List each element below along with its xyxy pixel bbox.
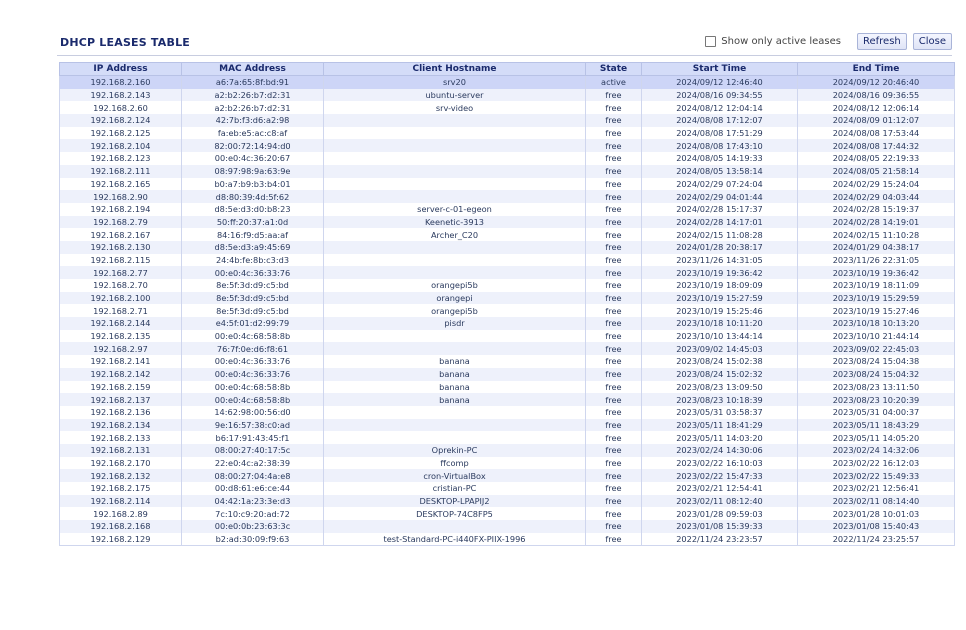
- col-header-mac[interactable]: MAC Address: [182, 63, 324, 76]
- table-row[interactable]: [60, 292, 955, 305]
- table-row[interactable]: [60, 76, 955, 89]
- state-cell: free: [586, 444, 642, 457]
- hostname-cell: [324, 406, 586, 419]
- start-time-cell: 2023/02/22 16:10:03: [642, 457, 798, 470]
- hostname-cell: banana: [324, 381, 586, 394]
- ip-cell: 192.168.2.60: [60, 101, 182, 114]
- ip-cell: 192.168.2.142: [60, 368, 182, 381]
- table-row[interactable]: [60, 165, 955, 178]
- mac-cell: 22:e0:4c:a2:38:39: [182, 457, 324, 470]
- mac-cell: 42:7b:f3:d6:a2:98: [182, 114, 324, 127]
- mac-cell: a6:7a:65:8f:bd:91: [182, 76, 324, 89]
- start-time-cell: 2024/09/12 12:46:40: [642, 76, 798, 89]
- mac-cell: a2:b2:26:b7:d2:31: [182, 101, 324, 114]
- table-row[interactable]: [60, 444, 955, 457]
- mac-cell: 00:d8:61:e6:ce:44: [182, 482, 324, 495]
- state-cell: free: [586, 431, 642, 444]
- table-row[interactable]: [60, 495, 955, 508]
- table-row[interactable]: [60, 190, 955, 203]
- start-time-cell: 2024/08/16 09:34:55: [642, 89, 798, 102]
- ip-cell: 192.168.2.135: [60, 330, 182, 343]
- mac-cell: 00:e0:4c:68:58:8b: [182, 393, 324, 406]
- table-row[interactable]: [60, 406, 955, 419]
- hostname-cell: banana: [324, 393, 586, 406]
- state-cell: free: [586, 228, 642, 241]
- state-cell: free: [586, 495, 642, 508]
- mac-cell: 82:00:72:14:94:d0: [182, 139, 324, 152]
- hostname-cell: [324, 266, 586, 279]
- mac-cell: d8:5e:d3:a9:45:69: [182, 241, 324, 254]
- mac-cell: 00:e0:4c:36:33:76: [182, 266, 324, 279]
- table-row[interactable]: [60, 266, 955, 279]
- state-cell: free: [586, 139, 642, 152]
- end-time-cell: 2023/08/23 10:20:39: [798, 393, 955, 406]
- table-row[interactable]: [60, 89, 955, 102]
- table-header-row: [60, 63, 955, 76]
- refresh-button[interactable]: Refresh: [857, 33, 907, 50]
- ip-cell: 192.168.2.89: [60, 507, 182, 520]
- start-time-cell: 2023/01/28 09:59:03: [642, 507, 798, 520]
- table-row[interactable]: [60, 127, 955, 140]
- state-cell: free: [586, 178, 642, 191]
- ip-cell: 192.168.2.79: [60, 216, 182, 229]
- state-cell: free: [586, 241, 642, 254]
- start-time-cell: 2023/02/22 15:47:33: [642, 469, 798, 482]
- hostname-cell: srv-video: [324, 101, 586, 114]
- hostname-cell: Oprekin-PC: [324, 444, 586, 457]
- table-row[interactable]: [60, 431, 955, 444]
- hostname-cell: server-c-01-egeon: [324, 203, 586, 216]
- start-time-cell: 2023/10/18 10:11:20: [642, 317, 798, 330]
- table-row[interactable]: [60, 241, 955, 254]
- col-header-start-time[interactable]: Start Time: [642, 63, 798, 76]
- start-time-cell: 2023/02/21 12:54:41: [642, 482, 798, 495]
- start-time-cell: 2023/10/19 15:27:59: [642, 292, 798, 305]
- end-time-cell: 2023/05/11 18:43:29: [798, 419, 955, 432]
- ip-cell: 192.168.2.77: [60, 266, 182, 279]
- hostname-cell: [324, 241, 586, 254]
- start-time-cell: 2023/05/11 14:03:20: [642, 431, 798, 444]
- ip-cell: 192.168.2.71: [60, 304, 182, 317]
- start-time-cell: 2023/08/24 15:02:38: [642, 355, 798, 368]
- start-time-cell: 2024/08/08 17:51:29: [642, 127, 798, 140]
- end-time-cell: 2024/08/05 21:58:14: [798, 165, 955, 178]
- ip-cell: 192.168.2.129: [60, 533, 182, 546]
- end-time-cell: 2023/02/22 16:12:03: [798, 457, 955, 470]
- end-time-cell: 2023/02/11 08:14:40: [798, 495, 955, 508]
- start-time-cell: 2023/10/19 19:36:42: [642, 266, 798, 279]
- mac-cell: 00:e0:4c:36:33:76: [182, 355, 324, 368]
- end-time-cell: 2023/10/18 10:13:20: [798, 317, 955, 330]
- ip-cell: 192.168.2.175: [60, 482, 182, 495]
- hostname-cell: [324, 190, 586, 203]
- ip-cell: 192.168.2.165: [60, 178, 182, 191]
- table-body: [60, 76, 955, 546]
- table-row[interactable]: [60, 254, 955, 267]
- start-time-cell: 2023/11/26 14:31:05: [642, 254, 798, 267]
- state-cell: free: [586, 127, 642, 140]
- start-time-cell: 2023/09/02 14:45:03: [642, 342, 798, 355]
- hostname-cell: orangepi: [324, 292, 586, 305]
- ip-cell: 192.168.2.114: [60, 495, 182, 508]
- ip-cell: 192.168.2.168: [60, 520, 182, 533]
- state-cell: free: [586, 292, 642, 305]
- end-time-cell: 2023/11/26 22:31:05: [798, 254, 955, 267]
- end-time-cell: 2023/10/10 21:44:14: [798, 330, 955, 343]
- table-row[interactable]: [60, 533, 955, 546]
- state-cell: free: [586, 533, 642, 546]
- ip-cell: 192.168.2.159: [60, 381, 182, 394]
- hostname-cell: cristian-PC: [324, 482, 586, 495]
- end-time-cell: 2023/02/22 15:49:33: [798, 469, 955, 482]
- state-cell: active: [586, 76, 642, 89]
- table-row[interactable]: [60, 228, 955, 241]
- ip-cell: 192.168.2.125: [60, 127, 182, 140]
- state-cell: free: [586, 507, 642, 520]
- hostname-cell: srv20: [324, 76, 586, 89]
- toolbar: [705, 33, 952, 50]
- col-header-end-time[interactable]: End Time: [798, 63, 955, 76]
- state-cell: free: [586, 101, 642, 114]
- state-cell: free: [586, 165, 642, 178]
- mac-cell: 8e:5f:3d:d9:c5:bd: [182, 304, 324, 317]
- mac-cell: 00:e0:4c:36:33:76: [182, 368, 324, 381]
- ip-cell: 192.168.2.160: [60, 76, 182, 89]
- mac-cell: e4:5f:01:d2:99:79: [182, 317, 324, 330]
- hostname-cell: [324, 152, 586, 165]
- end-time-cell: 2023/08/24 15:04:38: [798, 355, 955, 368]
- ip-cell: 192.168.2.124: [60, 114, 182, 127]
- mac-cell: d8:5e:d3:d0:b8:23: [182, 203, 324, 216]
- end-time-cell: 2024/08/05 22:19:33: [798, 152, 955, 165]
- header-divider: [57, 55, 952, 56]
- ip-cell: 192.168.2.100: [60, 292, 182, 305]
- end-time-cell: 2023/08/24 15:04:32: [798, 368, 955, 381]
- table-row[interactable]: [60, 393, 955, 406]
- state-cell: free: [586, 304, 642, 317]
- hostname-cell: Archer_C20: [324, 228, 586, 241]
- mac-cell: b0:a7:b9:b3:b4:01: [182, 178, 324, 191]
- hostname-cell: banana: [324, 355, 586, 368]
- state-cell: free: [586, 330, 642, 343]
- ip-cell: 192.168.2.133: [60, 431, 182, 444]
- mac-cell: 7c:10:c9:20:ad:72: [182, 507, 324, 520]
- table-row[interactable]: [60, 520, 955, 533]
- hostname-cell: orangepi5b: [324, 279, 586, 292]
- ip-cell: 192.168.2.123: [60, 152, 182, 165]
- ip-cell: 192.168.2.134: [60, 419, 182, 432]
- mac-cell: 00:e0:4c:36:20:67: [182, 152, 324, 165]
- end-time-cell: 2024/08/16 09:36:55: [798, 89, 955, 102]
- state-cell: free: [586, 114, 642, 127]
- end-time-cell: 2024/02/15 11:10:28: [798, 228, 955, 241]
- state-cell: free: [586, 406, 642, 419]
- table-row[interactable]: [60, 381, 955, 394]
- table-row[interactable]: [60, 469, 955, 482]
- start-time-cell: 2024/02/28 15:17:37: [642, 203, 798, 216]
- end-time-cell: 2023/10/19 15:29:59: [798, 292, 955, 305]
- ip-cell: 192.168.2.90: [60, 190, 182, 203]
- mac-cell: 84:16:f9:d5:aa:af: [182, 228, 324, 241]
- table-row[interactable]: [60, 178, 955, 191]
- mac-cell: 08:00:27:04:4a:e8: [182, 469, 324, 482]
- mac-cell: a2:b2:26:b7:d2:31: [182, 89, 324, 102]
- mac-cell: 00:e0:0b:23:63:3c: [182, 520, 324, 533]
- table-row[interactable]: [60, 368, 955, 381]
- ip-cell: 192.168.2.144: [60, 317, 182, 330]
- hostname-cell: [324, 330, 586, 343]
- ip-cell: 192.168.2.167: [60, 228, 182, 241]
- end-time-cell: 2023/08/23 13:11:50: [798, 381, 955, 394]
- mac-cell: 8e:5f:3d:d9:c5:bd: [182, 279, 324, 292]
- ip-cell: 192.168.2.115: [60, 254, 182, 267]
- state-cell: free: [586, 419, 642, 432]
- ip-cell: 192.168.2.70: [60, 279, 182, 292]
- state-cell: free: [586, 266, 642, 279]
- state-cell: free: [586, 152, 642, 165]
- hostname-cell: ubuntu-server: [324, 89, 586, 102]
- end-time-cell: 2023/02/24 14:32:06: [798, 444, 955, 457]
- start-time-cell: 2023/10/10 13:44:14: [642, 330, 798, 343]
- end-time-cell: 2024/01/29 04:38:17: [798, 241, 955, 254]
- mac-cell: 04:42:1a:23:3e:d3: [182, 495, 324, 508]
- start-time-cell: 2024/02/29 07:24:04: [642, 178, 798, 191]
- table-row[interactable]: [60, 507, 955, 520]
- hostname-cell: [324, 342, 586, 355]
- end-time-cell: 2022/11/24 23:25:57: [798, 533, 955, 546]
- start-time-cell: 2024/08/05 13:58:14: [642, 165, 798, 178]
- start-time-cell: 2024/08/12 12:04:14: [642, 101, 798, 114]
- start-time-cell: 2023/02/11 08:12:40: [642, 495, 798, 508]
- hostname-cell: DESKTOP-74C8FP5: [324, 507, 586, 520]
- state-cell: free: [586, 381, 642, 394]
- end-time-cell: 2024/02/29 04:03:44: [798, 190, 955, 203]
- state-cell: free: [586, 317, 642, 330]
- state-cell: free: [586, 355, 642, 368]
- ip-cell: 192.168.2.170: [60, 457, 182, 470]
- hostname-cell: [324, 431, 586, 444]
- hostname-cell: DESKTOP-LPAPIJ2: [324, 495, 586, 508]
- start-time-cell: 2023/05/31 03:58:37: [642, 406, 798, 419]
- mac-cell: 24:4b:fe:8b:c3:d3: [182, 254, 324, 267]
- end-time-cell: 2024/02/29 15:24:04: [798, 178, 955, 191]
- end-time-cell: 2024/08/08 17:53:44: [798, 127, 955, 140]
- hostname-cell: [324, 127, 586, 140]
- show-active-toggle[interactable]: [705, 36, 841, 47]
- mac-cell: b6:17:91:43:45:f1: [182, 431, 324, 444]
- ip-cell: 192.168.2.141: [60, 355, 182, 368]
- start-time-cell: 2024/01/28 20:38:17: [642, 241, 798, 254]
- start-time-cell: 2023/10/19 15:25:46: [642, 304, 798, 317]
- table-row[interactable]: [60, 216, 955, 229]
- ip-cell: 192.168.2.143: [60, 89, 182, 102]
- end-time-cell: 2024/02/28 14:19:01: [798, 216, 955, 229]
- end-time-cell: 2024/08/09 01:12:07: [798, 114, 955, 127]
- mac-cell: 8e:5f:3d:d9:c5:bd: [182, 292, 324, 305]
- end-time-cell: 2023/10/19 19:36:42: [798, 266, 955, 279]
- state-cell: free: [586, 279, 642, 292]
- state-cell: free: [586, 469, 642, 482]
- start-time-cell: 2023/02/24 14:30:06: [642, 444, 798, 457]
- col-header-hostname[interactable]: Client Hostname: [324, 63, 586, 76]
- table-row[interactable]: [60, 317, 955, 330]
- table-row[interactable]: [60, 279, 955, 292]
- table-row[interactable]: [60, 457, 955, 470]
- state-cell: free: [586, 254, 642, 267]
- ip-cell: 192.168.2.111: [60, 165, 182, 178]
- table-row[interactable]: [60, 139, 955, 152]
- state-cell: free: [586, 520, 642, 533]
- mac-cell: b2:ad:30:09:f9:63: [182, 533, 324, 546]
- start-time-cell: 2024/08/05 14:19:33: [642, 152, 798, 165]
- mac-cell: 14:62:98:00:56:d0: [182, 406, 324, 419]
- ip-cell: 192.168.2.104: [60, 139, 182, 152]
- start-time-cell: 2024/08/08 17:12:07: [642, 114, 798, 127]
- mac-cell: 9e:16:57:38:c0:ad: [182, 419, 324, 432]
- hostname-cell: ffcomp: [324, 457, 586, 470]
- hostname-cell: banana: [324, 368, 586, 381]
- mac-cell: 00:e0:4c:68:58:8b: [182, 330, 324, 343]
- mac-cell: 08:97:98:9a:63:9e: [182, 165, 324, 178]
- hostname-cell: Keenetic-3913: [324, 216, 586, 229]
- mac-cell: 76:7f:0e:d6:f8:61: [182, 342, 324, 355]
- mac-cell: 00:e0:4c:68:58:8b: [182, 381, 324, 394]
- table-row[interactable]: [60, 304, 955, 317]
- hostname-cell: [324, 114, 586, 127]
- table-row[interactable]: [60, 152, 955, 165]
- state-cell: free: [586, 482, 642, 495]
- mac-cell: 08:00:27:40:17:5c: [182, 444, 324, 457]
- start-time-cell: 2022/11/24 23:23:57: [642, 533, 798, 546]
- end-time-cell: 2023/10/19 15:27:46: [798, 304, 955, 317]
- ip-cell: 192.168.2.194: [60, 203, 182, 216]
- leases-table: [59, 62, 955, 546]
- state-cell: free: [586, 89, 642, 102]
- state-cell: free: [586, 368, 642, 381]
- table-row[interactable]: [60, 342, 955, 355]
- show-active-checkbox[interactable]: [705, 36, 716, 47]
- state-cell: free: [586, 393, 642, 406]
- col-header-state[interactable]: State: [586, 63, 642, 76]
- end-time-cell: 2023/09/02 22:45:03: [798, 342, 955, 355]
- ip-cell: 192.168.2.131: [60, 444, 182, 457]
- table-row[interactable]: [60, 482, 955, 495]
- hostname-cell: orangepi5b: [324, 304, 586, 317]
- end-time-cell: 2023/02/21 12:56:41: [798, 482, 955, 495]
- state-cell: free: [586, 190, 642, 203]
- hostname-cell: pisdr: [324, 317, 586, 330]
- table-row[interactable]: [60, 419, 955, 432]
- end-time-cell: 2023/10/19 18:11:09: [798, 279, 955, 292]
- hostname-cell: [324, 520, 586, 533]
- start-time-cell: 2024/02/15 11:08:28: [642, 228, 798, 241]
- table-row[interactable]: [60, 114, 955, 127]
- page-title: DHCP LEASES TABLE: [60, 36, 190, 49]
- start-time-cell: 2023/08/23 10:18:39: [642, 393, 798, 406]
- table-row[interactable]: [60, 101, 955, 114]
- hostname-cell: test-Standard-PC-i440FX-PIIX-1996: [324, 533, 586, 546]
- show-active-label: Show only active leases: [721, 36, 841, 47]
- ip-cell: 192.168.2.136: [60, 406, 182, 419]
- table-row[interactable]: [60, 203, 955, 216]
- table-row[interactable]: [60, 330, 955, 343]
- state-cell: free: [586, 342, 642, 355]
- close-button[interactable]: Close: [913, 33, 952, 50]
- end-time-cell: 2024/08/08 17:44:32: [798, 139, 955, 152]
- hostname-cell: cron-VirtualBox: [324, 469, 586, 482]
- mac-cell: fa:eb:e5:ac:c8:af: [182, 127, 324, 140]
- mac-cell: 50:ff:20:37:a1:0d: [182, 216, 324, 229]
- ip-cell: 192.168.2.132: [60, 469, 182, 482]
- ip-cell: 192.168.2.97: [60, 342, 182, 355]
- col-header-ip[interactable]: IP Address: [60, 63, 182, 76]
- start-time-cell: 2023/05/11 18:41:29: [642, 419, 798, 432]
- hostname-cell: [324, 254, 586, 267]
- hostname-cell: [324, 139, 586, 152]
- hostname-cell: [324, 165, 586, 178]
- hostname-cell: [324, 419, 586, 432]
- end-time-cell: 2024/02/28 15:19:37: [798, 203, 955, 216]
- end-time-cell: 2024/08/12 12:06:14: [798, 101, 955, 114]
- state-cell: free: [586, 203, 642, 216]
- start-time-cell: 2024/02/28 14:17:01: [642, 216, 798, 229]
- end-time-cell: 2023/01/08 15:40:43: [798, 520, 955, 533]
- start-time-cell: 2023/08/24 15:02:32: [642, 368, 798, 381]
- start-time-cell: 2023/08/23 13:09:50: [642, 381, 798, 394]
- ip-cell: 192.168.2.137: [60, 393, 182, 406]
- start-time-cell: 2024/08/08 17:43:10: [642, 139, 798, 152]
- end-time-cell: 2023/05/11 14:05:20: [798, 431, 955, 444]
- end-time-cell: 2024/09/12 20:46:40: [798, 76, 955, 89]
- end-time-cell: 2023/05/31 04:00:37: [798, 406, 955, 419]
- ip-cell: 192.168.2.130: [60, 241, 182, 254]
- mac-cell: d8:80:39:4d:5f:62: [182, 190, 324, 203]
- table-row[interactable]: [60, 355, 955, 368]
- start-time-cell: 2023/01/08 15:39:33: [642, 520, 798, 533]
- state-cell: free: [586, 457, 642, 470]
- start-time-cell: 2023/10/19 18:09:09: [642, 279, 798, 292]
- start-time-cell: 2024/02/29 04:01:44: [642, 190, 798, 203]
- state-cell: free: [586, 216, 642, 229]
- end-time-cell: 2023/01/28 10:01:03: [798, 507, 955, 520]
- hostname-cell: [324, 178, 586, 191]
